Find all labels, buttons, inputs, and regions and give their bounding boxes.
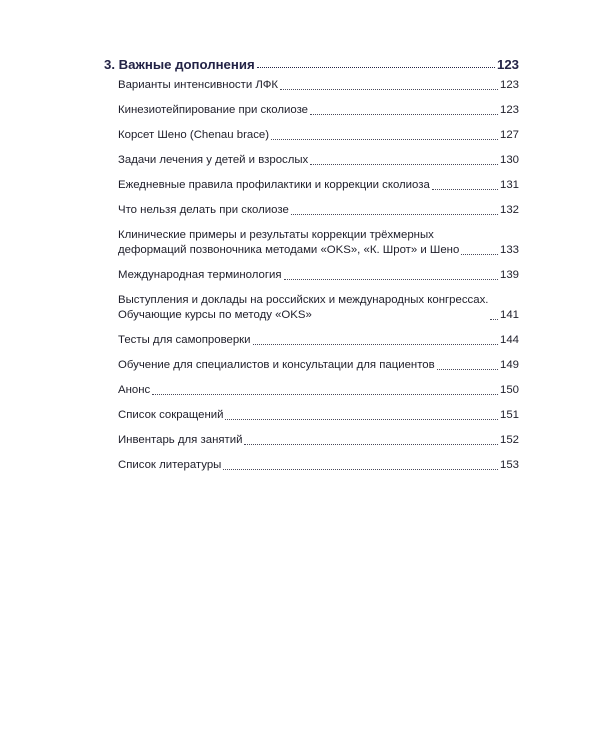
toc-entry-title: Ежедневные правила профилактики и коррекции сколиоза bbox=[118, 179, 430, 191]
toc-entry[interactable] bbox=[118, 433, 519, 448]
toc-entry-page-number: 150 bbox=[499, 384, 519, 396]
dot-leader bbox=[280, 89, 498, 90]
toc-entry[interactable] bbox=[118, 358, 519, 373]
toc-entry-title: Инвентарь для занятий bbox=[118, 434, 243, 446]
dot-leader bbox=[437, 369, 498, 370]
toc-entry[interactable] bbox=[118, 333, 519, 348]
toc-entry-title: Выступления и доклады на российских и международных конгрессах. Обучающие курсы по методу «OKS» bbox=[118, 294, 489, 321]
toc-entry[interactable] bbox=[118, 153, 519, 168]
toc-entry[interactable] bbox=[118, 178, 519, 193]
dot-leader bbox=[253, 344, 498, 345]
toc-entry-title: Корсет Шено (Chenau brace) bbox=[118, 129, 270, 141]
toc-entry-page-number: 149 bbox=[499, 359, 519, 371]
toc-entry-title: Международная терминология bbox=[118, 269, 282, 281]
dot-leader bbox=[291, 214, 498, 215]
toc-entry-title: Список сокращений bbox=[118, 409, 224, 421]
toc-entry-page-number: 123 bbox=[499, 104, 519, 116]
toc-entry-page-number: 151 bbox=[499, 409, 519, 421]
toc-entry-title: Обучение для специалистов и консультации для пациентов bbox=[118, 359, 435, 371]
toc-entry-page-number: 127 bbox=[499, 129, 519, 141]
chapter-page-number: 123 bbox=[496, 57, 519, 72]
dot-leader bbox=[244, 444, 498, 445]
dot-leader bbox=[310, 114, 498, 115]
toc-entries bbox=[104, 78, 519, 473]
table-of-contents bbox=[104, 52, 519, 483]
toc-entry[interactable] bbox=[118, 268, 519, 283]
dot-leader bbox=[490, 319, 498, 320]
dot-leader bbox=[257, 67, 495, 68]
dot-leader bbox=[225, 419, 498, 420]
toc-entry[interactable] bbox=[118, 78, 519, 93]
toc-entry-page-number: 131 bbox=[499, 179, 519, 191]
toc-entry-page-number: 141 bbox=[499, 309, 519, 321]
toc-entry[interactable] bbox=[118, 128, 519, 143]
toc-entry[interactable] bbox=[118, 293, 519, 323]
dot-leader bbox=[271, 139, 498, 140]
dot-leader bbox=[284, 279, 498, 280]
toc-entry-page-number: 130 bbox=[499, 154, 519, 166]
toc-entry-page-number: 144 bbox=[499, 334, 519, 346]
dot-leader bbox=[432, 189, 498, 190]
toc-chapter-entry[interactable] bbox=[104, 52, 519, 72]
dot-leader bbox=[223, 469, 498, 470]
toc-entry[interactable] bbox=[118, 383, 519, 398]
toc-entry-title: Задачи лечения у детей и взрослых bbox=[118, 154, 309, 166]
toc-entry-page-number: 139 bbox=[499, 269, 519, 281]
toc-entry[interactable] bbox=[118, 228, 519, 258]
dot-leader bbox=[461, 254, 498, 255]
toc-entry[interactable] bbox=[118, 103, 519, 118]
toc-entry[interactable] bbox=[118, 408, 519, 423]
toc-entry-title: Тесты для самопроверки bbox=[118, 334, 251, 346]
toc-entry-title: Что нельзя делать при сколиозе bbox=[118, 204, 289, 216]
toc-entry-title: Анонс bbox=[118, 384, 151, 396]
chapter-title: 3. Важные дополнения bbox=[104, 57, 255, 72]
dot-leader bbox=[310, 164, 498, 165]
toc-entry-title: Варианты интенсивности ЛФК bbox=[118, 79, 279, 91]
toc-entry-page-number: 152 bbox=[499, 434, 519, 446]
toc-entry-page-number: 153 bbox=[499, 459, 519, 471]
toc-entry-page-number: 132 bbox=[499, 204, 519, 216]
toc-entry-title: Кинезиотейпирование при сколиозе bbox=[118, 104, 309, 116]
dot-leader bbox=[152, 394, 498, 395]
toc-entry-title: Клинические примеры и результаты коррекции трёхмерных деформаций позвоночника методами «OKS», «К. Шрот» и Шено bbox=[118, 229, 460, 256]
toc-entry-title: Список литературы bbox=[118, 459, 222, 471]
toc-entry-page-number: 123 bbox=[499, 79, 519, 91]
toc-entry[interactable] bbox=[118, 203, 519, 218]
toc-entry-page-number: 133 bbox=[499, 244, 519, 256]
toc-entry[interactable] bbox=[118, 458, 519, 473]
